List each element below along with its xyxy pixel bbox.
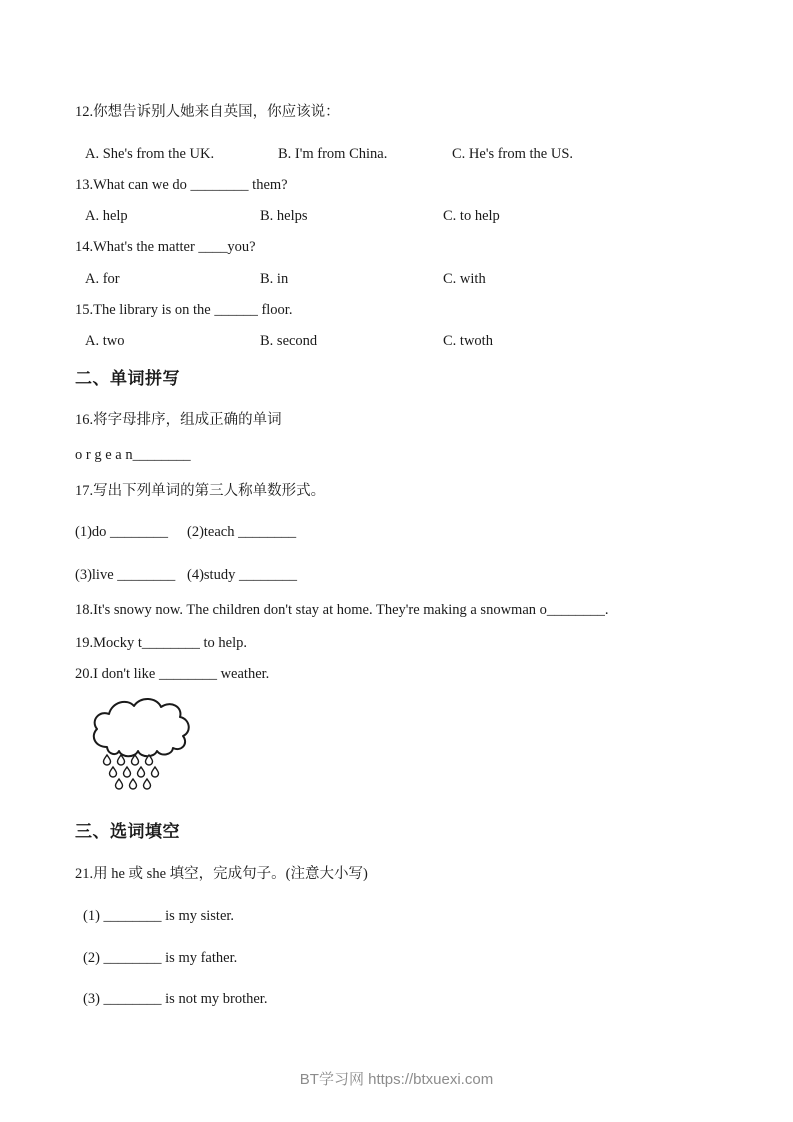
q21-item-3: (3) ________ is not my brother.: [83, 991, 268, 1007]
section-title-fill: 三、选词填空: [75, 822, 180, 841]
option-a: A. She's from the UK.: [85, 146, 215, 162]
option-c: C. with: [443, 271, 486, 287]
q20-image: [85, 693, 735, 793]
question-12-options: [75, 145, 735, 164]
q21-item-1: (1) ________ is my sister.: [83, 908, 235, 924]
q17-item-4: (4)study ________: [187, 567, 297, 583]
q17-item-2: (2)teach ________: [187, 524, 297, 540]
option-c: C. to help: [443, 208, 500, 224]
question-13: [75, 176, 735, 226]
question-15: [75, 301, 735, 351]
question-15-stem: 15.The library is on the ______ floor.: [75, 302, 293, 318]
option-a: A. for: [85, 271, 120, 287]
rain-cloud-icon: [85, 693, 190, 793]
question-15-options: [75, 332, 735, 351]
q16-stem: 16.将字母排序，组成正确的单词: [75, 412, 282, 428]
q18-text: 18.It's snowy now. The children don't stay at home. They're making a snowman o________.: [75, 602, 609, 618]
option-c: C. twoth: [443, 333, 493, 349]
question-14-options: [75, 270, 735, 289]
question-12-stem: 12.你想告诉别人她来自英国，你应该说：: [75, 104, 340, 120]
page-footer: BT学习网 https://btxuexi.com: [299, 1071, 494, 1088]
q19-text: 19.Mocky t________ to help.: [75, 635, 247, 651]
q17-row-2: [75, 566, 735, 585]
question-12: [75, 103, 735, 164]
section-title-spelling: 二、单词拼写: [75, 369, 180, 388]
q20-text: 20.I don't like ________ weather.: [75, 666, 270, 682]
option-c: C. He's from the US.: [452, 146, 574, 162]
q17-item-1: (1)do ________: [75, 524, 169, 540]
question-13-options: [75, 207, 735, 226]
option-b: B. second: [260, 333, 318, 349]
q17-item-3: (3)live ________: [75, 567, 176, 583]
question-14: [75, 238, 735, 289]
q17-stem: 17.写出下列单词的第三人称单数形式。: [75, 483, 326, 499]
question-14-stem: 14.What's the matter ____you?: [75, 239, 256, 255]
q16-letters: o r g e a n________: [75, 447, 191, 463]
option-b: B. in: [260, 271, 289, 287]
option-a: A. help: [85, 208, 128, 224]
q21-item-2: (2) ________ is my father.: [83, 950, 238, 966]
option-b: B. helps: [260, 208, 308, 224]
question-13-stem: 13.What can we do ________ them?: [75, 177, 288, 193]
option-b: B. I'm from China.: [278, 146, 388, 162]
q21-stem: 21.用 he 或 she 填空，完成句子。(注意大小写): [75, 866, 368, 882]
option-a: A. two: [85, 333, 125, 349]
q17-row-1: [75, 523, 735, 542]
